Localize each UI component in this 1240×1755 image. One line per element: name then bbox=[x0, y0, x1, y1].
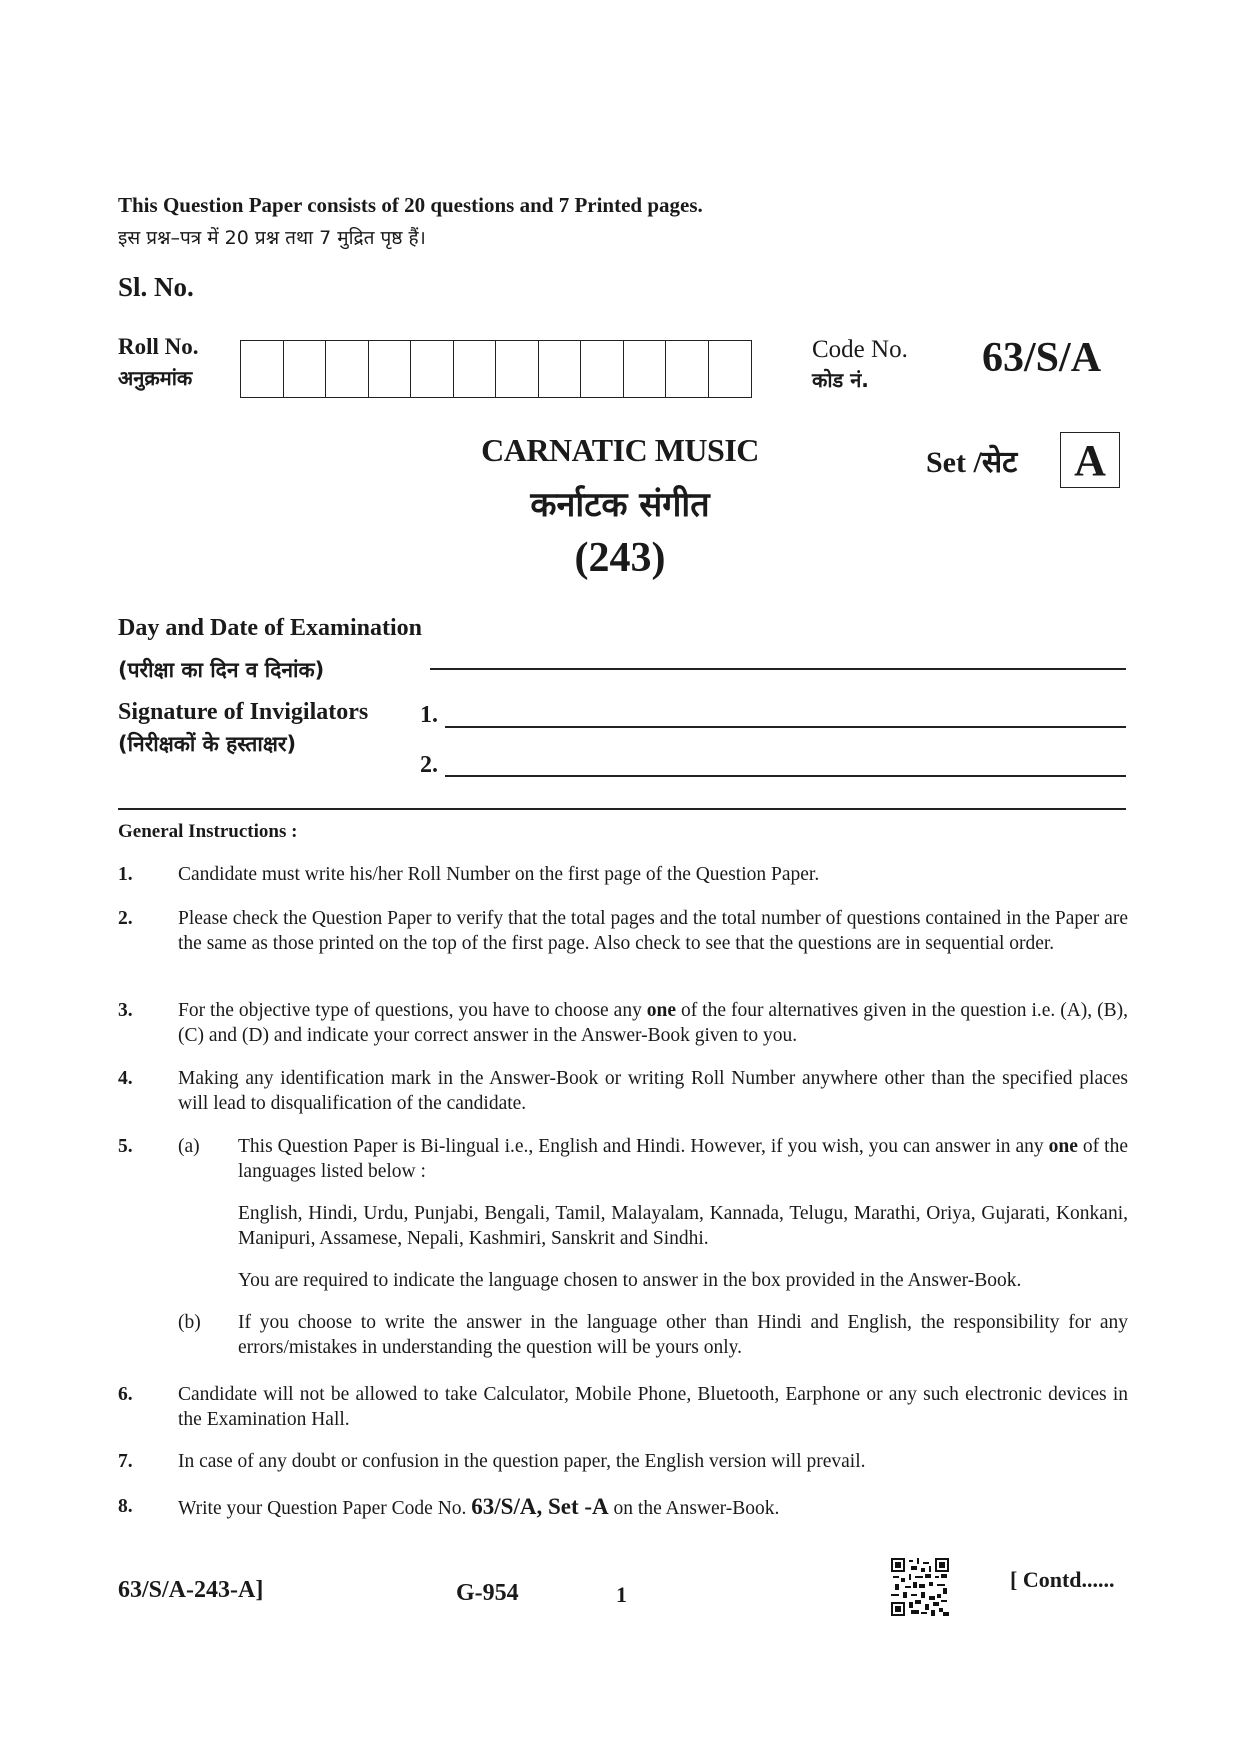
sub-item-text: If you choose to write the answer in the language other than Hindi and English, the responsibility for any errors/mistakes in understanding the question will be yours only. bbox=[238, 1312, 1128, 1358]
instruction-number: 1. bbox=[118, 864, 133, 885]
set-label: Set /सेट bbox=[926, 446, 1018, 479]
instruction-item bbox=[118, 1066, 1128, 1116]
instruction-text: Please check the Question Paper to verify that the total pages and the total number of questions contained in the Paper are the same as those printed on the top of the first page. Also check to see that the questions are in sequential order. bbox=[178, 908, 1128, 954]
instruction-text-emphasis: one bbox=[646, 1000, 677, 1021]
instruction-text: In case of any doubt or confusion in the question paper, the English version will prevail. bbox=[178, 1451, 866, 1472]
instruction-number: 3. bbox=[118, 1000, 133, 1021]
instruction-number: 5. bbox=[118, 1136, 133, 1157]
serial-number-label: Sl. No. bbox=[118, 272, 194, 302]
sub-item-label: (b) bbox=[178, 1312, 201, 1333]
roll-digit-box[interactable] bbox=[581, 341, 624, 397]
code-no-label-en: Code No. bbox=[812, 336, 908, 363]
signature-1-line[interactable] bbox=[445, 726, 1126, 728]
sub-item-text-part: This Question Paper is Bi-lingual i.e., English and Hindi. However, if you wish, you can answer in any bbox=[238, 1136, 1049, 1157]
sub-item-text-part: of the languages listed below : bbox=[238, 1136, 1128, 1182]
instruction-text: Candidate will not be allowed to take Calculator, Mobile Phone, Bluetooth, Earphone or any such electronic devices in the Examination Hall. bbox=[178, 1384, 1128, 1430]
roll-digit-box[interactable] bbox=[496, 341, 539, 397]
sub-item-emphasis: one bbox=[1048, 1136, 1078, 1157]
instruction-item bbox=[118, 1382, 1128, 1432]
instruction-item bbox=[118, 1134, 1128, 1360]
subject-code: (243) bbox=[574, 535, 666, 581]
roll-digit-box[interactable] bbox=[411, 341, 454, 397]
roll-digit-box[interactable] bbox=[454, 341, 497, 397]
instruction-text-part: on the Answer-Book. bbox=[608, 1498, 780, 1519]
instruction-text-part: of the four alternatives given in the question i.e. (A), (B), (C) and (D) and indicate your correct answer in the Answer-Book given to you. bbox=[178, 1000, 1128, 1046]
signature-1-number: 1. bbox=[420, 702, 438, 728]
instruction-number: 8. bbox=[118, 1496, 133, 1517]
roll-digit-box[interactable] bbox=[284, 341, 327, 397]
roll-digit-box[interactable] bbox=[709, 341, 752, 397]
footer-paper-code: 63/S/A-243-A] bbox=[118, 1577, 264, 1603]
day-date-label-en: Day and Date of Examination bbox=[118, 615, 423, 641]
instruction-number: 4. bbox=[118, 1068, 133, 1089]
day-date-line[interactable] bbox=[430, 668, 1126, 670]
footer-series: G-954 bbox=[456, 1580, 519, 1606]
instruction-text-part: Write your Question Paper Code No. bbox=[178, 1498, 472, 1519]
sub-item-label: (a) bbox=[178, 1136, 200, 1157]
instructions-heading: General Instructions : bbox=[118, 821, 298, 842]
roll-no-label-en: Roll No. bbox=[118, 334, 199, 359]
qr-code-icon bbox=[891, 1558, 949, 1616]
instruction-item bbox=[118, 1449, 1128, 1474]
day-date-label-hi: (परीक्षा का दिन व दिनांक) bbox=[118, 658, 325, 682]
subject-title-en: CARNATIC MUSIC bbox=[481, 432, 759, 468]
instruction-text-part: For the objective type of questions, you have to choose any bbox=[178, 1000, 647, 1021]
question-count-hi: इस प्रश्न–पत्र में 20 प्रश्न तथा 7 मुद्रित पृष्ठ हैं। bbox=[118, 227, 426, 249]
roll-digit-box[interactable] bbox=[369, 341, 412, 397]
roll-digit-box[interactable] bbox=[326, 341, 369, 397]
roll-no-label-hi: अनुक्रमांक bbox=[118, 366, 193, 390]
code-no-label-hi: कोड नं. bbox=[812, 368, 869, 392]
language-list: English, Hindi, Urdu, Punjabi, Bengali, Tamil, Malayalam, Kannada, Telugu, Marathi, Oriya, Gujarati, Konkani, Manipuri, Assamese, Nepali, Kashmiri, Sanskrit and Sindhi. bbox=[238, 1203, 1128, 1249]
instruction-number: 7. bbox=[118, 1451, 133, 1472]
instruction-text: Candidate must write his/her Roll Number on the first page of the Question Paper. bbox=[178, 864, 820, 885]
roll-digit-box[interactable] bbox=[241, 341, 284, 397]
instruction-item bbox=[118, 1494, 1128, 1521]
subject-title-hi: कर्नाटक संगीत bbox=[530, 485, 710, 525]
instruction-text bbox=[178, 998, 1128, 1048]
instruction-number: 6. bbox=[118, 1384, 133, 1405]
signature-label-en: Signature of Invigilators bbox=[118, 699, 369, 725]
roll-digit-box[interactable] bbox=[624, 341, 667, 397]
signature-label-hi: (निरीक्षकों के हस्ताक्षर) bbox=[118, 732, 297, 756]
sub-item-text bbox=[238, 1134, 1128, 1184]
code-no-value: 63/S/A bbox=[982, 335, 1102, 381]
instruction-text-emphasis: 63/S/A, Set -A bbox=[471, 1494, 609, 1519]
question-count-en: This Question Paper consists of 20 questions and 7 Printed pages. bbox=[118, 193, 703, 217]
roll-number-boxes[interactable] bbox=[240, 340, 752, 398]
footer-page-number: 1 bbox=[616, 1582, 627, 1607]
instruction-text: Making any identification mark in the Answer-Book or writing Roll Number anywhere other than the specified places will lead to disqualification of the candidate. bbox=[178, 1068, 1128, 1114]
roll-digit-box[interactable] bbox=[666, 341, 709, 397]
language-box-note: You are required to indicate the language chosen to answer in the box provided in the Answer-Book. bbox=[238, 1270, 1022, 1291]
instruction-item bbox=[118, 998, 1128, 1048]
signature-2-number: 2. bbox=[420, 752, 438, 778]
instruction-item bbox=[118, 862, 1128, 887]
footer-continued: [ Contd...... bbox=[1010, 1567, 1115, 1592]
instruction-text bbox=[178, 1494, 1128, 1521]
signature-2-line[interactable] bbox=[445, 775, 1126, 777]
divider-line bbox=[118, 808, 1126, 810]
roll-digit-box[interactable] bbox=[539, 341, 582, 397]
set-value-box: A bbox=[1060, 432, 1120, 488]
instruction-item bbox=[118, 906, 1128, 956]
instruction-number: 2. bbox=[118, 908, 133, 929]
